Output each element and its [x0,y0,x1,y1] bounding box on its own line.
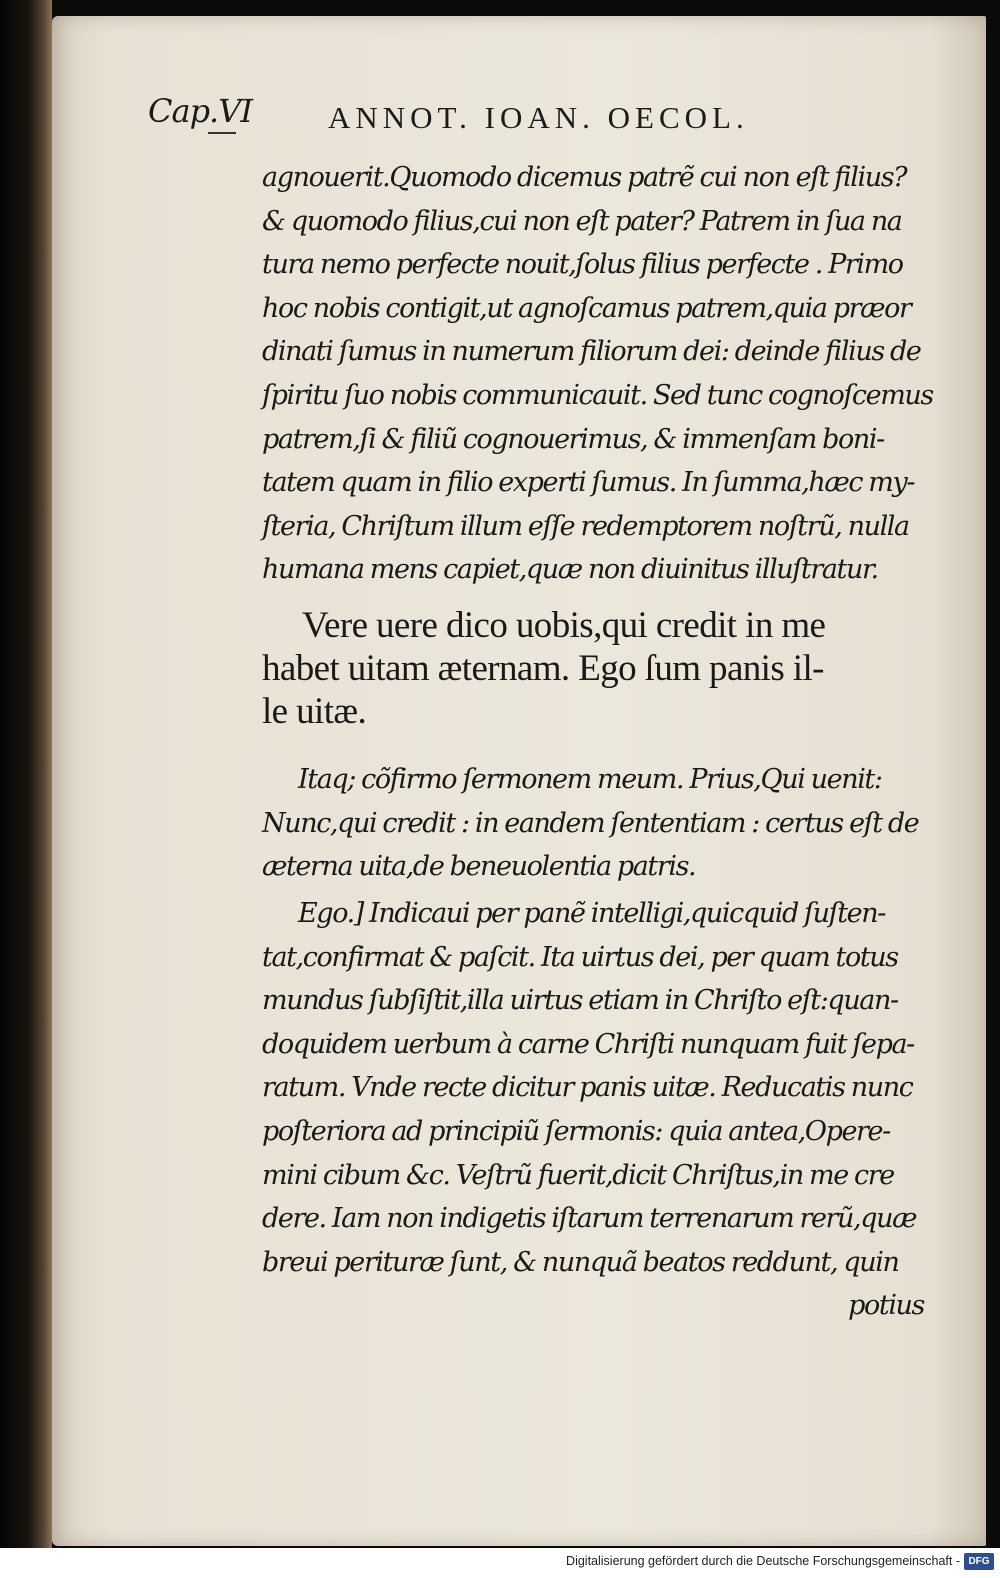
text-line: tura nemo perfecte nouit,ſolus filius perfecte . Primo [262,249,903,281]
text-line: & quomodo filius,cui non eſt pater? Patrem in ſua na [262,205,902,237]
text-line: dinati ſumus in numerum filiorum dei: deinde filius de [262,336,921,368]
text-line: agnouerit.Quomodo dicemus patrẽ cui non eſt filius? [262,162,907,193]
text-line: mini cibum &c. Veſtrũ fuerit,dicit Chriſtus,in me cre [262,1159,894,1191]
text-line: Ego.] Indicaui per panẽ intelligi,quicquid ſuſten- [298,898,885,929]
text-line: breui perituræ ſunt, & nunquã beatos reddunt, quin [262,1246,899,1278]
text-line: ratum. Vnde recte dicitur panis uitæ. Reducatis nunc [262,1072,913,1104]
text-line: mundus ſubſiſtit,illa uirtus etiam in Chriſto eſt:quan- [262,985,898,1017]
scripture-line: habet uitam æternam. Ego ſum panis il- [262,648,824,689]
text-line: tatem quam in filio experti ſumus. In ſumma,hæc my- [262,467,915,499]
text-line: dere. Iam non indigetis iſtarum terrenarum rerũ,quæ [262,1203,917,1235]
text-line: patrem,ſi & filiũ cognouerimus, & immenſam boni- [262,423,884,455]
dfg-logo: DFG [964,1553,994,1570]
text-line: hoc nobis contigit,ut agnoſcamus patrem,quia præor [262,292,911,324]
text-line: ſteria, Chriſtum illum eſſe redemptorem noſtrũ, nulla [262,510,909,542]
funding-credit: Digitalisierung gefördert durch die Deutsche Forschungsgemeinschaft - [566,1554,960,1568]
text-line: æterna uita,de beneuolentia patris. [262,851,696,883]
text-line: tat,confirmat & paſcit. Ita uirtus dei, per quam totus [262,941,898,973]
commentary-paragraph-3 [262,892,934,1328]
catchword: potius [848,1290,924,1322]
commentary-paragraph-1 [262,156,934,592]
text-line: ſpiritu ſuo nobis communicauit. Sed tunc cognoſcemus [262,379,933,411]
book-spine-edge [0,0,52,1548]
text-line: doquidem uerbum à carne Chriſti nunquam fuit ſepa- [262,1028,914,1060]
scripture-quotation [262,604,934,733]
commentary-paragraph-2 [262,758,934,889]
chapter-label: Cap.VI [148,92,252,130]
text-line: Itaq; cõfirmo ſermonem meum. Prius,Qui uenit: [298,764,882,795]
scripture-line: le uitæ. [262,691,367,732]
running-head [148,88,868,148]
text-line: humana mens capiet,quæ non diuinitus illuſtratur. [262,554,878,586]
scripture-line: Vere uere dico uobis,qui credit in me [302,605,826,646]
chapter-underline [208,132,236,134]
running-title: ANNOT. IOAN. OECOL. [328,100,749,135]
text-line: Nunc,qui credit : in eandem ſententiam : certus eſt de [262,807,919,839]
text-line: poſteriora ad principiũ ſermonis: quia antea,Opere- [262,1115,890,1147]
